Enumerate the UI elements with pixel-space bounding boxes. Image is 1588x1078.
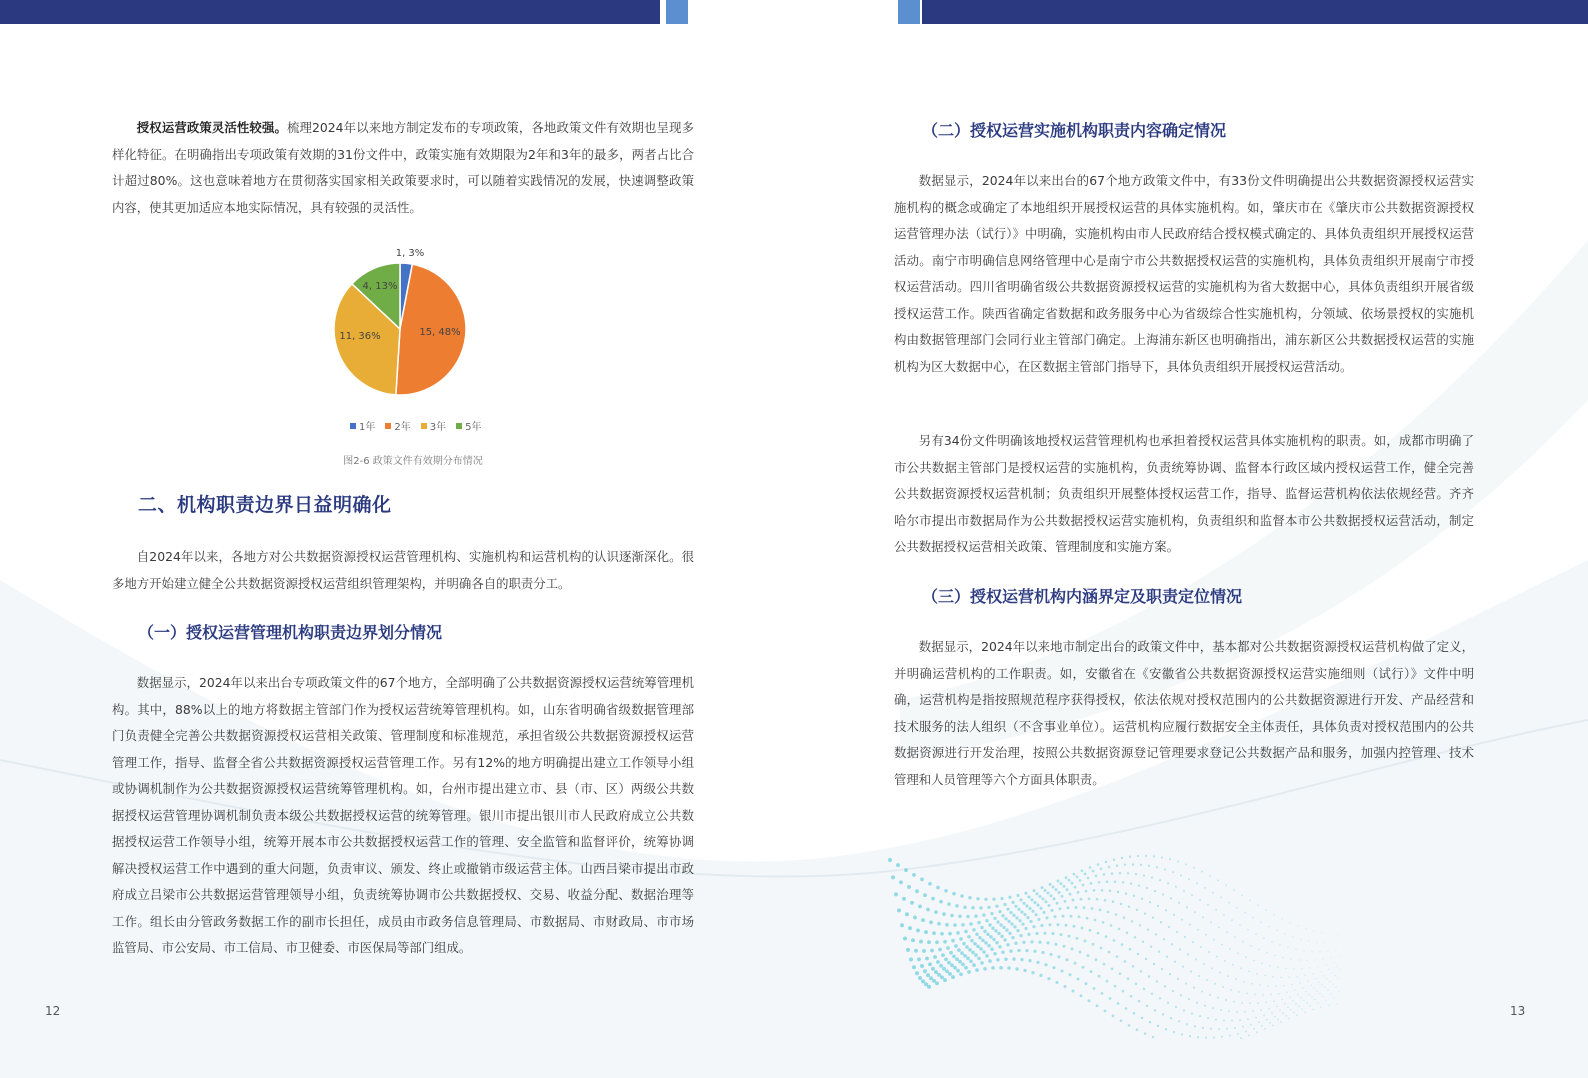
subsection-1-title: （一）授权运营管理机构职责边界划分情况: [138, 623, 443, 642]
intro-paragraph-bold: 授权运营政策灵活性较强。: [136, 120, 287, 135]
legend-swatch: [421, 423, 427, 429]
intro-paragraph-text: 梳理2024年以来地方制定发布的专项政策，各地政策文件有效期也呈现多样化特征。在明确指出专项政策有效期的31份文件中，政策实施有效期限为2年和3年的最多，两者占比合计超过80%。这也意味着地方在贯彻落实国家相关政策要求时，可以随着实践情况的发展，快速调整政策内容，使其更加适应本地实际情况，具有较强的灵活性。: [112, 120, 694, 215]
figure-caption: 图2-6 政策文件有效期分布情况: [343, 456, 483, 467]
left-page: [0, 0, 790, 1078]
subsection-2-title: （二）授权运营实施机构职责内容确定情况: [922, 121, 1227, 140]
legend-item-1年: [350, 418, 375, 433]
legend-swatch: [350, 423, 356, 429]
page-number-left: 12: [45, 1004, 61, 1018]
section-paragraph: 自2024年以来，各地方对公共数据资源授权运营管理机构、实施机构和运营机构的认识逐渐深化。很多地方开始建立健全公共数据资源授权运营组织管理架构，并明确各自的职责分工。: [112, 549, 694, 591]
pie-chart: [300, 238, 520, 413]
subsection-1-paragraph: 数据显示，2024年以来出台专项政策文件的67个地方，全部明确了公共数据资源授权运营统筹管理机构。其中，88%以上的地方将数据主管部门作为授权运营统筹管理机构。如，山东省明确省级数据管理部门负责健全完善公共数据资源授权运营相关政策、管理制度和标准规范，承担省级公共数据资源授权运营管理工作，指导、监督全省公共数据资源授权运营管理工作。另有12%的地方明确提出建立工作领导小组或协调机制作为公共数据资源授权运营统筹管理机构。如，台州市提出建立市、县（市、区）两级公共数据授权运营管理协调机制负责本级公共数据授权运营的统筹管理。银川市提出银川市人民政府成立公共数据授权运营工作领导小组，统筹开展本市公共数据授权运营工作的管理、安全监管和监督评价，统筹协调解决授权运营工作中遇到的重大问题，负责审议、颁发、终止或撤销市级运营主体。山西吕梁市提出市政府成立吕梁市公共数据运营管理领导小组，负责统筹协调市公共数据授权、交易、收益分配、数据治理等工作。组长由分管政务数据工作的副市长担任，成员由市政务信息管理局、市数据局、市财政局、市市场监管局、市公安局、市工信局、市卫健委、市医保局等部门组成。: [112, 675, 694, 955]
legend-label: 2年: [394, 422, 411, 433]
intro-paragraph-block: [112, 115, 694, 221]
legend-item-5年: [456, 418, 481, 433]
legend-label: 1年: [359, 422, 376, 433]
intro-paragraph: [112, 115, 694, 221]
legend-item-3年: [421, 418, 446, 433]
section-title: 二、机构职责边界日益明确化: [138, 494, 392, 516]
legend-swatch: [385, 423, 391, 429]
pie-label-1年: 1, 3%: [395, 248, 425, 259]
right-page: [798, 0, 1588, 1078]
subsection-2-paragraph-2: 另有34份文件明确该地授权运营管理机构也承担着授权运营具体实施机构的职责。如，成都市明确了市公共数据主管部门是授权运营的实施机构，负责统筹协调、监督本行政区域内授权运营工作，健全完善公共数据资源授权运营机制；负责组织开展整体授权运营工作，指导、监督运营机构依法依规经营。齐齐哈尔市提出市数据局作为公共数据授权运营实施机构，负责组织和监督本市公共数据授权运营活动，制定公共数据授权运营相关政策、管理制度和实施方案。: [894, 433, 1474, 554]
subsection-3-paragraph: 数据显示，2024年以来地市制定出台的政策文件中，基本都对公共数据资源授权运营机构做了定义，并明确运营机构的工作职责。如，安徽省在《安徽省公共数据资源授权运营实施细则（试行）》文件中明确，运营机构是指按照规范程序获得授权，依法依规对授权范围内的公共数据资源进行开发、产品经营和技术服务的法人组织（不含事业单位）。运营机构应履行数据安全主体责任，具体负责对授权范围内的公共数据资源进行开发治理，按照公共数据资源登记管理要求登记公共数据产品和服务，加强内控管理、技术管理和人员管理等六个方面具体职责。: [894, 639, 1474, 787]
legend-label: 3年: [429, 422, 447, 433]
pie-label-3年: 11, 36%: [339, 331, 381, 342]
pie-legend: [350, 418, 482, 433]
legend-label: 5年: [465, 422, 482, 433]
legend-swatch: [456, 423, 462, 429]
pie-label-5年: 4, 13%: [362, 281, 398, 292]
legend-item-2年: [385, 418, 410, 433]
pie-label-2年: 15, 48%: [419, 327, 461, 338]
subsection-3-title: （三）授权运营机构内涵界定及职责定位情况: [922, 587, 1243, 606]
page-number-right: 13: [1510, 1004, 1526, 1018]
subsection-2-paragraph-1: 数据显示，2024年以来出台的67个地方政策文件中，有33份文件明确提出公共数据资源授权运营实施机构的概念或确定了本地组织开展授权运营的具体实施机构。如，肇庆市在《肇庆市公共数据资源授权运营管理办法（试行）》中明确，实施机构由市人民政府结合授权模式确定的、具体负责组织开展授权运营活动。南宁市明确信息网络管理中心是南宁市公共数据授权运营的实施机构，具体负责组织开展南宁市授权运营活动。四川省明确省级公共数据资源授权运营的实施机构为省大数据中心，具体负责组织开展省级授权运营工作。陕西省确定省数据和政务服务中心为省级综合性实施机构，分领域、依场景授权的实施机构由数据管理部门会同行业主管部门确定。上海浦东新区也明确指出，浦东新区公共数据授权运营的实施机构为区大数据中心，在区数据主管部门指导下，具体负责组织开展授权运营活动。: [894, 173, 1474, 374]
